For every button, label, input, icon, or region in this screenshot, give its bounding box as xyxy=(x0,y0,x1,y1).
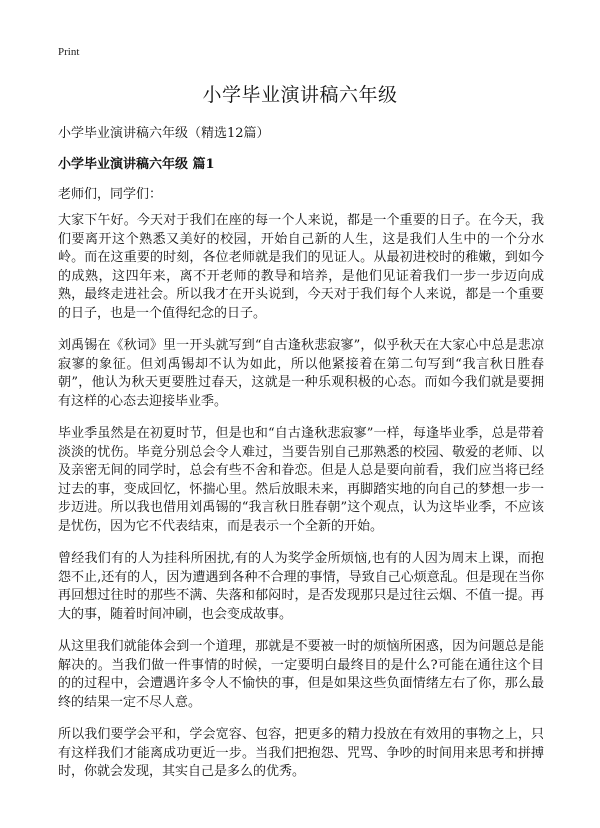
greeting-line: 老师们，同学们： xyxy=(58,187,163,202)
speech-body xyxy=(58,212,544,796)
paragraph-6: 所以我们要学会平和，学会宽容、包容，把更多的精力投放在有效用的事物之上，只有这样我们才能离成功更近一步。当我们把抱怨、咒骂、争吵的时间用来思考和拼搏时，你就会发现，其实自己是多么的优秀。 xyxy=(58,727,544,779)
paragraph-1: 大家下午好。今天对于我们在座的每一个人来说，都是一个重要的日子。在今天，我们要离开这个熟悉又美好的校园，开始自己新的人生，这是我们人生中的一个分水岭。而在这重要的时刻，各位老师就是我们的见证人。从最初进校时的稚嫩，到如今的成熟，这四年来，离不开老师的教导和培养，是他们见证着我们一步一步迈向成熟，最终走进社会。所以我才在开头说到，今天对于我们每个人来说，都是一个重要的日子，也是一个值得纪念的日子。 xyxy=(58,213,544,321)
paragraph-5: 从这里我们就能体会到一个道理，那就是不要被一时的烦恼所困惑，因为问题总是能解决的。当我们做一件事情的时候，一定要明白最终目的是什么?可能在通往这个目的的过程中，会遭遇许多令人不愉快的事，但是如果这些负面情绪左右了你，那么最终的结果一定不尽人意。 xyxy=(58,639,544,710)
page-title: 小学毕业演讲稿六年级 xyxy=(202,84,398,106)
paragraph-4: 曾经我们有的人为挂科所困扰,有的人为奖学金所烦恼,也有的人因为周末上课，而抱怨不止,还有的人，因为遭遇到各种不合理的事情，导致自己心烦意乱。但是现在当你再回想过往时的那些不满、失落和郁闷时，是否发现那只是过往云烟、不值一提。再大的事，随着时间冲刷，也会变成故事。 xyxy=(58,551,544,622)
section-heading: 小学毕业演讲稿六年级 篇1 xyxy=(58,157,215,172)
document-subtitle: 小学毕业演讲稿六年级（精选12篇） xyxy=(58,126,270,141)
paragraph-2: 刘禹锡在《秋词》里一开头就写到“自古逢秋悲寂寥”，似乎秋天在大家心中总是悲凉寂寥的象征。但刘禹锡却不认为如此，所以他紧接着在第二句写到“我言秋日胜春朝”，他认为秋天更要胜过春天，这就是一种乐观积极的心态。而如今我们就是要拥有这样的心态去迎接毕业季。 xyxy=(58,338,544,409)
print-link[interactable]: Print xyxy=(58,46,80,58)
paragraph-3: 毕业季虽然是在初夏时节，但是也和“自古逢秋悲寂寥”一样，每逢毕业季，总是带着淡淡的忧伤。毕竟分别总会令人难过，当要告别自己那熟悉的校园、敬爱的老师、以及亲密无间的同学时，总会有些不舍和眷恋。但是人总是要向前看，我们应当将已经过去的事，变成回忆，怀揣心里。然后放眼未来，再脚踏实地的向自己的梦想一步一步迈进。所以我也借用刘禹锡的“我言秋日胜春朝”这个观点，认为这毕业季，不应该是忧伤，因为它不代表结束，而是表示一个全新的开始。 xyxy=(58,426,544,534)
